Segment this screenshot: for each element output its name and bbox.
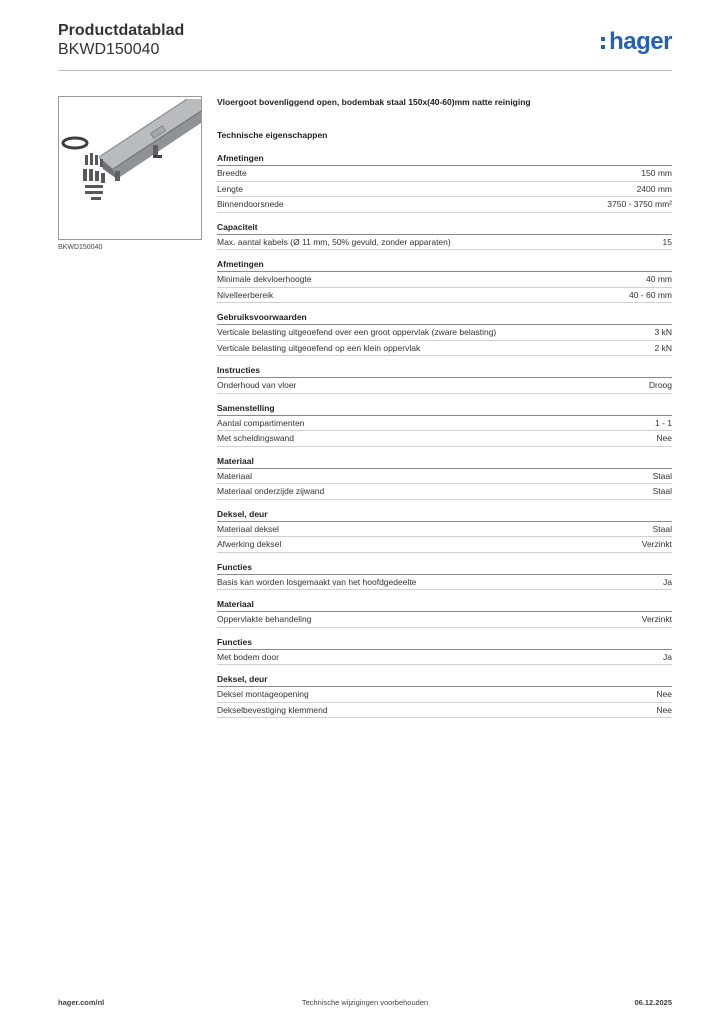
property-value: 3750 - 3750 mm²	[607, 199, 672, 209]
property-value: Verzinkt	[641, 614, 672, 624]
property-section	[217, 507, 672, 553]
property-row	[217, 416, 672, 432]
section-title: Samenstelling	[217, 401, 672, 416]
property-section	[217, 560, 672, 591]
property-label: Minimale dekvloerhoogte	[217, 274, 312, 284]
property-label: Materiaal	[217, 470, 252, 481]
section-title: Instructies	[217, 363, 672, 378]
section-title: Deksel, deur	[217, 507, 672, 522]
property-section	[217, 363, 672, 394]
properties-list	[217, 151, 672, 718]
property-row	[217, 235, 672, 251]
property-row	[217, 650, 672, 666]
property-value: 150 mm	[641, 168, 672, 178]
property-value: Staal	[652, 470, 672, 481]
section-title: Afmetingen	[217, 151, 672, 166]
property-label: Aantal compartimenten	[217, 417, 305, 428]
property-label: Verticale belasting uitgeoefend op een klein oppervlak	[217, 342, 421, 353]
property-value: 2 kN	[654, 342, 672, 353]
section-title: Capaciteit	[217, 220, 672, 235]
property-row	[217, 703, 672, 719]
property-row	[217, 182, 672, 198]
property-row	[217, 537, 672, 553]
property-row	[217, 325, 672, 341]
property-section	[217, 672, 672, 718]
property-label: Verticale belasting uitgeoefend over een groot oppervlak (zware belasting)	[217, 327, 497, 337]
document-type: Productdatablad	[58, 22, 185, 39]
product-title: Vloergoot bovenliggend open, bodembak staal 150x(40-60)mm natte reiniging	[217, 97, 531, 107]
property-label: Afwerking deksel	[217, 539, 282, 549]
property-label: Breedte	[217, 168, 247, 178]
property-label: Basis kan worden losgemaakt van het hoofdgedeelte	[217, 576, 417, 587]
property-label: Materiaal deksel	[217, 523, 279, 534]
property-value: Nee	[656, 704, 672, 715]
logo-text: hager	[609, 28, 672, 55]
property-value: 40 mm	[646, 274, 672, 284]
property-row	[217, 484, 672, 500]
property-row	[217, 166, 672, 182]
floor-duct-product-photo-icon	[59, 97, 201, 239]
property-row	[217, 272, 672, 288]
property-label: Onderhoud van vloer	[217, 380, 297, 390]
property-row	[217, 197, 672, 213]
product-image	[58, 96, 202, 240]
property-section	[217, 454, 672, 500]
page-header	[58, 22, 672, 71]
property-value: Staal	[652, 523, 672, 534]
property-label: Binnendoorsnede	[217, 199, 284, 209]
section-title: Deksel, deur	[217, 672, 672, 687]
property-label: Met bodem door	[217, 651, 279, 662]
property-section	[217, 257, 672, 303]
logo-dots-icon	[601, 37, 605, 53]
section-title: Functies	[217, 635, 672, 650]
property-value: Droog	[648, 380, 672, 390]
property-value: 40 - 60 mm	[629, 289, 672, 300]
property-value: Staal	[652, 486, 672, 496]
product-details	[217, 96, 672, 725]
property-label: Lengte	[217, 183, 243, 194]
property-value: 15	[662, 236, 672, 247]
section-title: Gebruiksvoorwaarden	[217, 310, 672, 325]
property-label: Deksel montageopening	[217, 689, 309, 699]
property-label: Dekselbevestiging klemmend	[217, 704, 328, 715]
property-label: Max. aantal kabels (Ø 11 mm, 50% gevuld, zonder apparaten)	[217, 236, 451, 247]
property-section	[217, 401, 672, 447]
property-value: 1 - 1	[654, 417, 672, 428]
property-value: 3 kN	[654, 327, 672, 337]
property-section	[217, 597, 672, 628]
footer-date: 06.12.2025	[634, 998, 672, 1007]
property-value: Ja	[663, 576, 672, 587]
property-section	[217, 220, 672, 251]
property-label: Nivelleerbereik	[217, 289, 274, 300]
property-row	[217, 341, 672, 357]
section-title: Functies	[217, 560, 672, 575]
property-row	[217, 469, 672, 485]
hager-logo	[609, 28, 672, 56]
property-value: Nee	[656, 689, 672, 699]
footer-website: hager.com/nl	[58, 998, 105, 1007]
section-title: Materiaal	[217, 597, 672, 612]
property-value: 2400 mm	[636, 183, 672, 194]
property-row	[217, 288, 672, 304]
property-label: Materiaal onderzijde zijwand	[217, 486, 325, 496]
property-label: Met scheidingswand	[217, 433, 295, 443]
property-label: Oppervlakte behandeling	[217, 614, 312, 624]
property-row	[217, 522, 672, 538]
property-row	[217, 378, 672, 394]
property-row	[217, 687, 672, 703]
property-section	[217, 635, 672, 666]
property-row	[217, 575, 672, 591]
section-title: Materiaal	[217, 454, 672, 469]
technical-properties-title: Technische eigenschappen	[217, 130, 328, 140]
section-title: Afmetingen	[217, 257, 672, 272]
product-code: BKWD150040	[58, 41, 160, 58]
footer-disclaimer: Technische wijzigingen voorbehouden	[301, 998, 429, 1007]
property-row	[217, 612, 672, 628]
property-section	[217, 151, 672, 213]
property-value: Nee	[656, 433, 672, 443]
image-caption: BKWD150040	[58, 244, 103, 251]
property-section	[217, 310, 672, 356]
property-value: Verzinkt	[641, 539, 672, 549]
property-row	[217, 431, 672, 447]
property-value: Ja	[663, 651, 672, 662]
